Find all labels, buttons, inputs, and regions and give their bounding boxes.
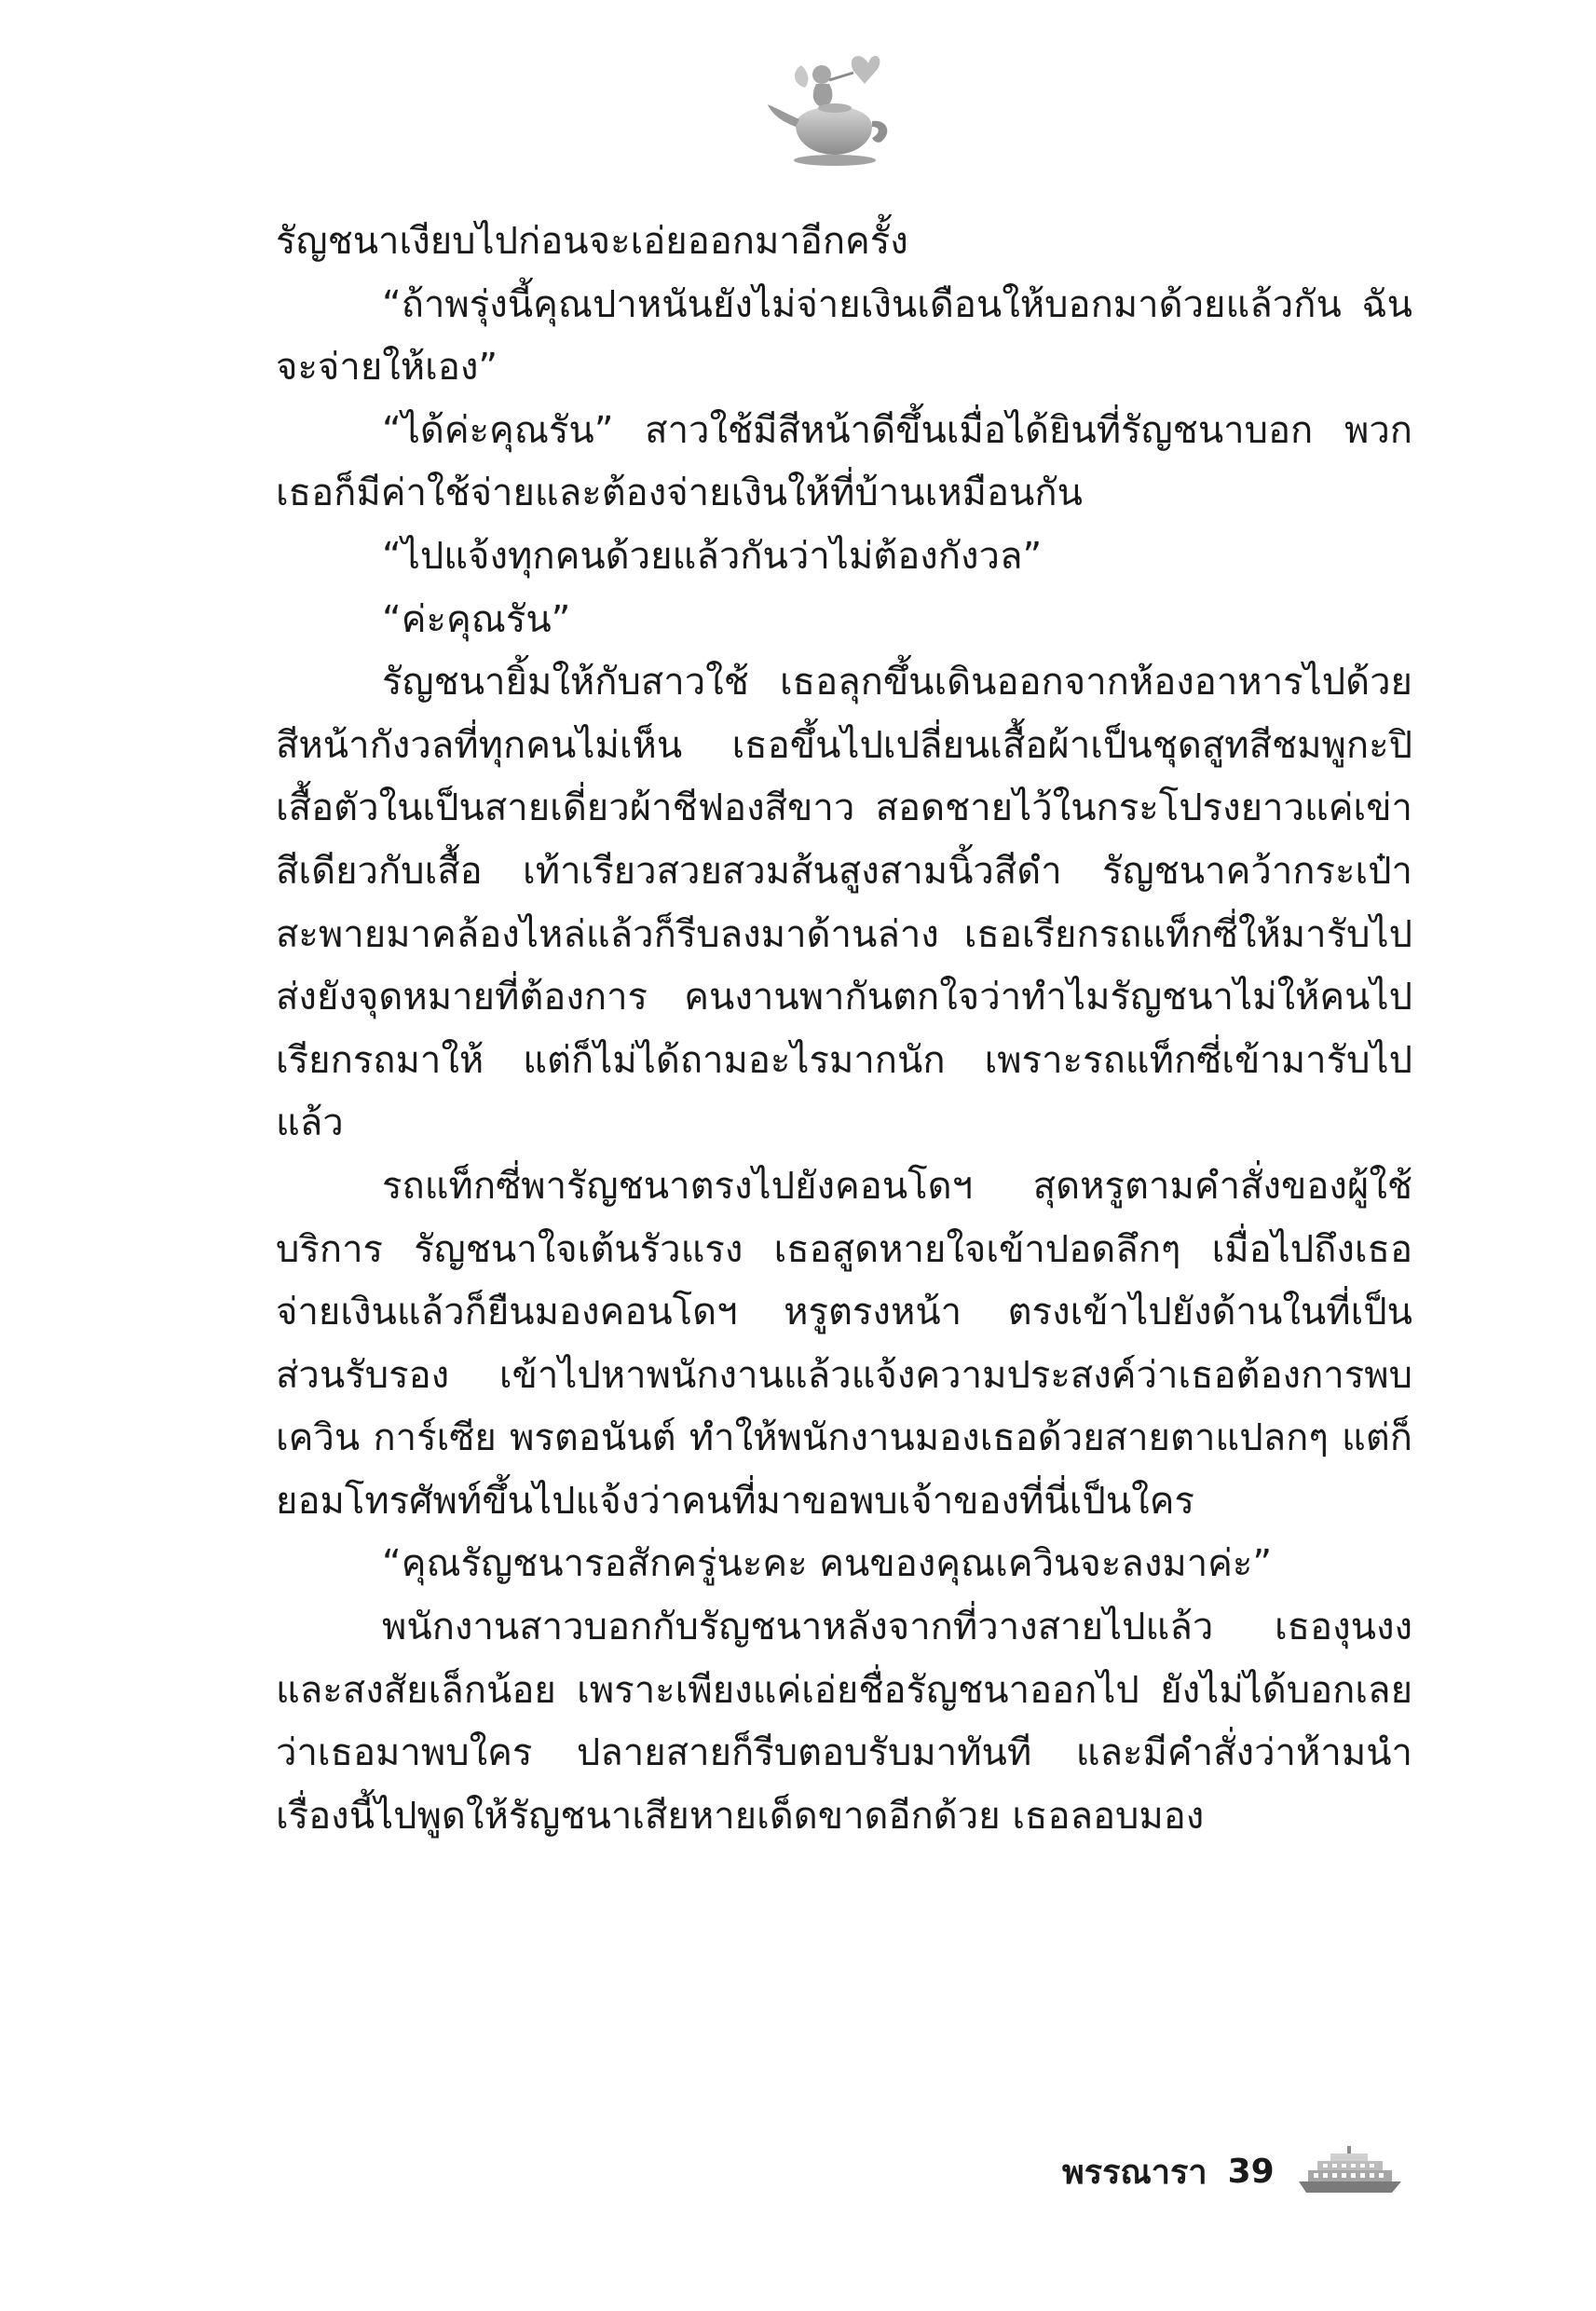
- paragraph: “ไปแจ้งทุกคนด้วยแล้วกันว่าไม่ต้องกังวล”: [382, 534, 1043, 578]
- paragraph: รัญชนายิ้มให้กับสาวใช้ เธอลุกขึ้นเดินออกจากห้องอาหารไปด้วยสีหน้ากังวลที่ทุกคนไม่เห็น เธอขึ้นไปเปลี่ยนเสื้อผ้าเป็นชุดสูทสีชมพูกะปิ เสื้อตัวในเป็นสายเดี่ยวผ้าชีฟองสีขาว สอดชายไว้ในกระโปรงยาวแค่เข่า สีเดียวกับเสื้อ เท้าเรียวสวยสวมส้นสูงสามนิ้วสีดำ รัญชนาคว้ากระเป๋าสะพายมาคล้องไหล่แล้วก็รีบลงมาด้านล่าง เธอเรียกรถแท็กซี่ให้มารับไปส่งยังจุดหมายที่ต้องการ คนงานพากันตกใจว่าทำไมรัญชนาไม่ให้คนไปเรียกรถมาให้ แต่ก็ไม่ได้ถามอะไรมากนัก เพราะรถแท็กซี่เข้ามารับไปแล้ว: [276, 661, 1412, 1145]
- paragraph: “ค่ะคุณรัน”: [382, 597, 571, 641]
- paragraph: รัญชนาเงียบไปก่อนจะเอ่ยออกมาอีกครั้ง: [276, 220, 908, 263]
- page-number: 39: [1227, 2152, 1275, 2191]
- paragraph: “คุณรัญชนารอสักครู่นะคะ คนของคุณเควินจะลงมาค่ะ”: [382, 1542, 1273, 1586]
- book-title: พรรณารา: [1062, 2153, 1207, 2192]
- paragraph: พนักงานสาวบอกกับรัญชนาหลังจากที่วางสายไปแล้ว เธองุนงงและสงสัยเล็กน้อย เพราะเพียงแค่เอ่ยชื่อรัญชนาออกไป ยังไม่ได้บอกเลยว่าเธอมาพบใคร ปลายสายก็รีบตอบรับมาทันที และมีคำสั่งว่าห้ามนำเรื่องนี้ไปพูดให้รัญชนาเสียหายเด็ดขาดอีกด้วย เธอลอบมอง: [276, 1606, 1412, 1838]
- page-footer: [1062, 2143, 1435, 2199]
- body-text: [276, 211, 1412, 1848]
- paragraph: รถแท็กซี่พารัญชนาตรงไปยังคอนโดฯ สุดหรูตามคำสั่งของผู้ใช้บริการ รัญชนาใจเต้นรัวแรง เธอสูดหายใจเข้าปอดลึกๆ เมื่อไปถึงเธอจ่ายเงินแล้วก็ยืนมองคอนโดฯ หรูตรงหน้า ตรงเข้าไปยังด้านในที่เป็นส่วนรับรอง เข้าไปหาพนักงานแล้วแจ้งความประสงค์ว่าเธอต้องการพบ เควิน การ์เซีย พรตอนันต์ ทำให้พนักงานมองเธอด้วยสายตาแปลกๆ แต่ก็ยอมโทรศัพท์ขึ้นไปแจ้งว่าคนที่มาขอพบเจ้าของที่นี่เป็นใคร: [276, 1164, 1412, 1523]
- paragraph: “ถ้าพรุ่งนี้คุณปาหนันยังไม่จ่ายเงินเดือนให้บอกมาด้วยแล้วกัน ฉันจะจ่ายให้เอง”: [276, 282, 1412, 390]
- ship-icon: [1295, 2146, 1405, 2196]
- paragraph: “ได้ค่ะคุณรัน” สาวใช้มีสีหน้าดีขึ้นเมื่อได้ยินที่รัญชนาบอก พวกเธอก็มีค่าใช้จ่ายและต้องจ่ายเงินให้ที่บ้านเหมือนกัน: [276, 408, 1412, 515]
- cupid-teapot-icon: [764, 47, 904, 177]
